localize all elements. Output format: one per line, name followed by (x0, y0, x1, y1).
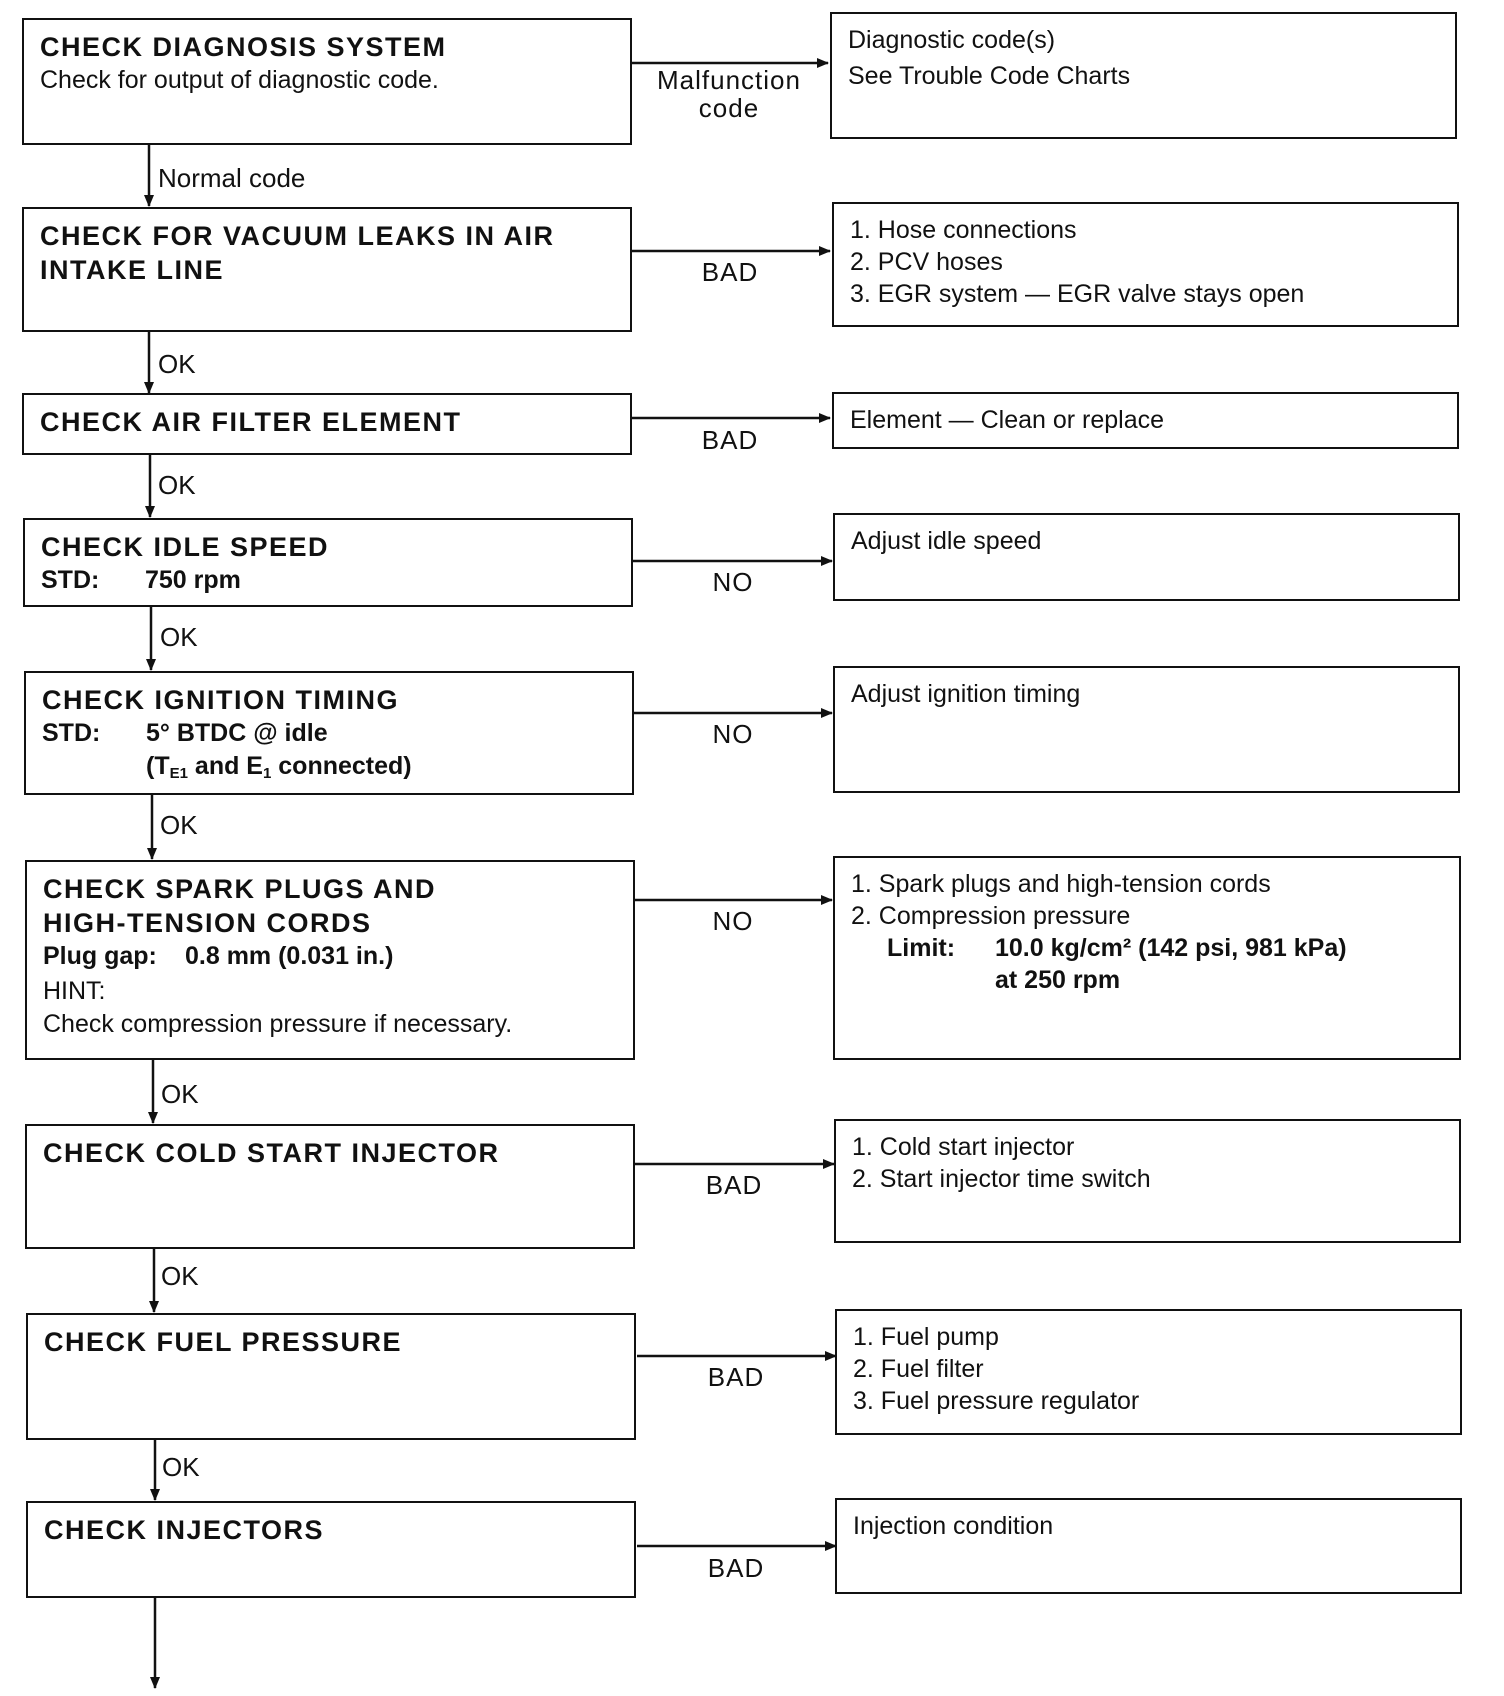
result-line: 1. Hose connections (850, 216, 1077, 244)
std-label: STD: (42, 719, 101, 747)
branch-label-bad: BAD (701, 425, 759, 455)
result-fuel-pressure (835, 1309, 1462, 1435)
result-line: 2. Fuel filter (853, 1355, 984, 1383)
result-line: 1. Cold start injector (852, 1133, 1075, 1161)
step-title: CHECK FUEL PRESSURE (44, 1327, 403, 1357)
step-title: HIGH-TENSION CORDS (43, 908, 372, 938)
flow-label-normal: Normal code (158, 163, 306, 193)
branch-label-no: NO (712, 906, 754, 936)
hint-text: Check compression pressure if necessary. (43, 1010, 513, 1038)
branch-label-bad: BAD (707, 1362, 765, 1392)
limit-line-2: at 250 rpm (995, 966, 1121, 994)
step-check-idle-speed (23, 518, 633, 607)
cond-text: connected) (271, 752, 412, 780)
branch-label-no: NO (712, 567, 754, 597)
limit-line (851, 932, 1443, 964)
limit-value: 10.0 kg/cm² (142 psi, 981 kPa) (995, 934, 1347, 962)
flow-label-ok: OK (160, 622, 198, 652)
result-diagnostic-codes (830, 12, 1457, 139)
flow-label-ok: OK (161, 1261, 199, 1291)
step-check-diagnosis (22, 18, 632, 145)
result-spark-plugs (833, 856, 1461, 1060)
step-title: CHECK SPARK PLUGS AND (43, 874, 437, 904)
std-value: 750 rpm (145, 566, 241, 594)
std-label: STD: (41, 566, 100, 594)
result-line: 2. Compression pressure (851, 902, 1131, 930)
step-check-ignition-timing (24, 671, 634, 795)
step-title: CHECK AIR FILTER ELEMENT (40, 407, 462, 437)
result-line: 3. Fuel pressure regulator (853, 1387, 1140, 1415)
cond-text: (T (146, 752, 170, 780)
result-line: 2. Start injector time switch (852, 1165, 1151, 1193)
step-check-fuel-pressure (26, 1313, 636, 1440)
branch-label-no: NO (712, 719, 754, 749)
branch-label-bad: BAD (705, 1170, 763, 1200)
result-idle-speed (833, 513, 1460, 601)
result-injectors (835, 1498, 1462, 1594)
result-line: 2. PCV hoses (850, 248, 1003, 276)
result-line: Element — Clean or replace (850, 406, 1165, 434)
result-cold-start-injector (834, 1119, 1461, 1243)
std-value: 5° BTDC @ idle (146, 719, 328, 747)
step-detail: Check for output of diagnostic code. (40, 66, 439, 94)
std-line (41, 564, 615, 597)
step-title: CHECK INJECTORS (44, 1515, 325, 1545)
step-check-cold-start-injector (25, 1124, 635, 1249)
flow-label-ok: OK (160, 810, 198, 840)
condition-line (42, 750, 616, 790)
step-check-spark-plugs (25, 860, 635, 1060)
result-line: Injection condition (853, 1512, 1054, 1540)
step-check-air-filter (22, 393, 632, 455)
branch-label-malfunction: Malfunction code (657, 65, 801, 123)
cond-text: and E (187, 752, 263, 780)
branch-label-bad: BAD (701, 257, 759, 287)
plug-gap-line (43, 940, 617, 973)
branch-label-bad: BAD (707, 1553, 765, 1583)
result-ignition-timing (833, 666, 1460, 793)
result-line: Diagnostic code(s) (848, 26, 1056, 54)
result-line: 3. EGR system — EGR valve stays open (850, 280, 1305, 308)
flow-label-ok: OK (162, 1452, 200, 1482)
step-title: CHECK DIAGNOSIS SYSTEM (40, 32, 447, 62)
result-line: See Trouble Code Charts (848, 62, 1131, 90)
std-line (42, 717, 616, 750)
step-title: CHECK IGNITION TIMING (42, 685, 399, 715)
step-check-injectors (26, 1501, 636, 1598)
result-vacuum-leaks (832, 202, 1459, 327)
flow-label-ok: OK (158, 470, 196, 500)
step-title: CHECK COLD START INJECTOR (43, 1138, 500, 1168)
result-line: Adjust idle speed (851, 527, 1042, 555)
step-check-vacuum-leaks (22, 207, 632, 332)
flow-label-ok: OK (158, 349, 196, 379)
step-title: CHECK IDLE SPEED (41, 532, 330, 562)
cond-sub: 1 (262, 765, 272, 782)
flow-label-ok: OK (161, 1079, 199, 1109)
result-air-filter (832, 392, 1459, 449)
hint-label: HINT: (43, 977, 106, 1005)
result-line: Adjust ignition timing (851, 680, 1081, 708)
step-title: CHECK FOR VACUUM LEAKS IN AIR INTAKE LINE (40, 221, 555, 285)
limit-label: Limit: (887, 934, 956, 962)
cond-sub: E1 (169, 765, 188, 782)
result-line: 1. Fuel pump (853, 1323, 999, 1351)
gap-value: 0.8 mm (0.031 in.) (185, 942, 394, 970)
gap-label: Plug gap: (43, 942, 157, 970)
result-line: 1. Spark plugs and high-tension cords (851, 870, 1271, 898)
